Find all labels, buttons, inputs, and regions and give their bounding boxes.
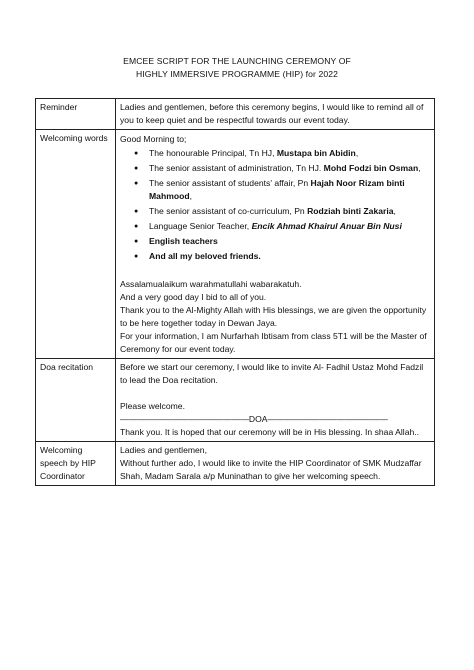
document-title [0,55,474,81]
table-row-reminder [36,99,435,130]
salam-text: Assalamualaikum warahmatullahi wabarakatuh. [120,279,302,289]
emcee-intro-text: For your information, I am Nurfarhah Ibtisam from class 5T1 will be the Master of Ceremony for our event today. [120,331,427,354]
thanks-text: Thank you to the Al-Mighty Allah with His blessings, we are given the opportunity to be here together today in Dewan Jaya. [120,305,427,328]
please-welcome-text: Please welcome. [120,401,185,411]
row-label-welcoming: Welcoming words [36,130,116,359]
list-item: ● The senior assistant of administration, Tn HJ. Mohd Fodzi bin Osman, [134,162,430,175]
list-item: ● English teachers [134,235,430,248]
table-row-speech [36,442,435,486]
row-content-doa [116,359,435,442]
title-line-1: EMCEE SCRIPT FOR THE LAUNCHING CEREMONY OF [123,56,351,66]
doa-invite-text: Before we start our ceremony, I would like to invite Al- Fadhil Ustaz Mohd Fadzil to lead the Doa recitation. [120,362,424,385]
row-content-speech [116,442,435,486]
table-row-doa [36,359,435,442]
list-item: ● And all my beloved friends. [134,250,430,263]
script-table [35,98,435,486]
list-item: ● The senior assistant of students' affair, Pn Hajah Noor Rizam binti Mahmood, [134,177,430,203]
title-line-2: HIGHLY IMMERSIVE PROGRAMME (HIP) for 2022 [136,69,338,79]
table-row-welcoming [36,130,435,359]
guest-list [120,147,430,263]
row-content-welcoming [116,130,435,359]
list-item: ● Language Senior Teacher, Encik Ahmad Khairul Anuar Bin Nusi [134,220,430,233]
doa-thanks-text: Thank you. It is hoped that our ceremony will be in His blessing. In shaa Allah.. [120,427,420,437]
row-label-reminder: Reminder [36,99,116,130]
greeting-text: Good Morning to; [120,134,187,144]
speech-invite-text: Without further ado, I would like to invite the HIP Coordinator of SMK Mudzaffar Shah, Madam Sarala a/p Muninathan to give her welcoming speech. [120,458,422,481]
good-day-text: And a very good day I bid to all of you. [120,292,267,302]
speech-greeting-text: Ladies and gentlemen, [120,445,207,455]
row-label-doa: Doa recitation [36,359,116,442]
list-item: ● The honourable Principal, Tn HJ, Mustapa bin Abidin, [134,147,430,160]
list-item: ● The senior assistant of co-curriculum, Pn Rodziah binti Zakaria, [134,205,430,218]
doa-divider: ———————————————DOA—————————————— [120,414,388,424]
row-content-reminder: Ladies and gentlemen, before this ceremony begins, I would like to remind all of you to keep quiet and be respectful towards our event today. [116,99,435,130]
row-label-speech: Welcoming speech by HIP Coordinator [36,442,116,486]
